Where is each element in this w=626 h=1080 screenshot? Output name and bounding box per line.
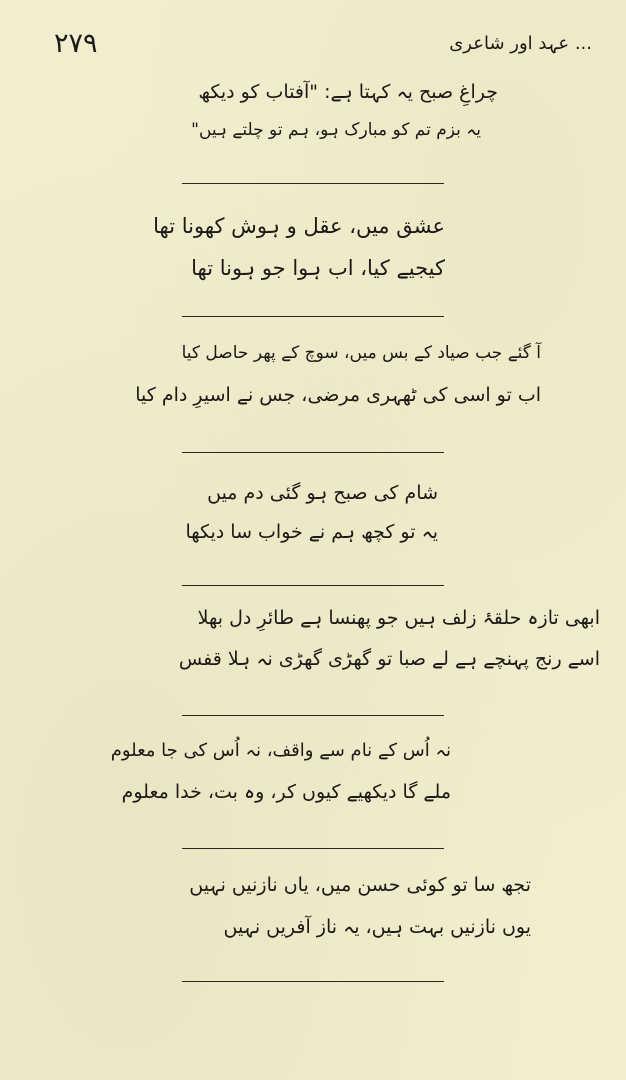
couplet-7-line-1: تجھ سا تو کوئی حسن میں، یاں نازنیں نہیں	[189, 874, 531, 896]
couplet-4-line-1: شام کی صبح ہو گئی دم میں	[207, 482, 438, 504]
couplet-4-line-2: یہ تو کچھ ہم نے خواب سا دیکھا	[185, 521, 438, 543]
couplet-1-line-2: یہ بزم تم کو مبارک ہو، ہم تو چلتے ہیں"	[191, 120, 481, 140]
divider	[182, 715, 444, 716]
couplet-5-line-2: اسے رنج پہنچے ہے لے صبا تو گھڑی گھڑی نہ ہلا قفس	[178, 648, 600, 670]
divider	[182, 183, 444, 184]
couplet-5-line-1: ابھی تازہ حلقۂ زلف ہیں جو پھنسا ہے طائرِ دل بھلا	[197, 607, 600, 629]
couplet-2-line-2: کیجیے کیا، اب ہوا جو ہونا تھا	[191, 256, 445, 280]
divider	[182, 848, 444, 849]
divider	[182, 981, 444, 982]
divider	[182, 316, 444, 317]
divider	[182, 452, 444, 453]
couplet-6-line-2: ملے گا دیکھیے کیوں کر، وہ بت، خدا معلوم	[121, 781, 451, 803]
couplet-3-line-1: آ گئے جب صیاد کے بس میں، سوچ کے پھر حاصل کیا	[181, 343, 541, 363]
couplet-7-line-2: یوں نازنیں بہت ہیں، یہ ناز آفریں نہیں	[223, 916, 531, 938]
page-number: ۲۷۹	[54, 28, 98, 59]
couplet-1-line-1: چراغِ صبح یہ کہتا ہے: "آفتاب کو دیکھ	[198, 81, 498, 103]
divider	[182, 585, 444, 586]
running-title: ... عہد اور شاعری	[449, 33, 592, 54]
couplet-2-line-1: عشق میں، عقل و ہوش کھونا تھا	[153, 214, 445, 238]
couplet-3-line-2: اب تو اسی کی ٹھہری مرضی، جس نے اسیرِ دام کیا	[135, 384, 541, 406]
couplet-6-line-1: نہ اُس کے نام سے واقف، نہ اُس کی جا معلوم	[110, 740, 451, 761]
